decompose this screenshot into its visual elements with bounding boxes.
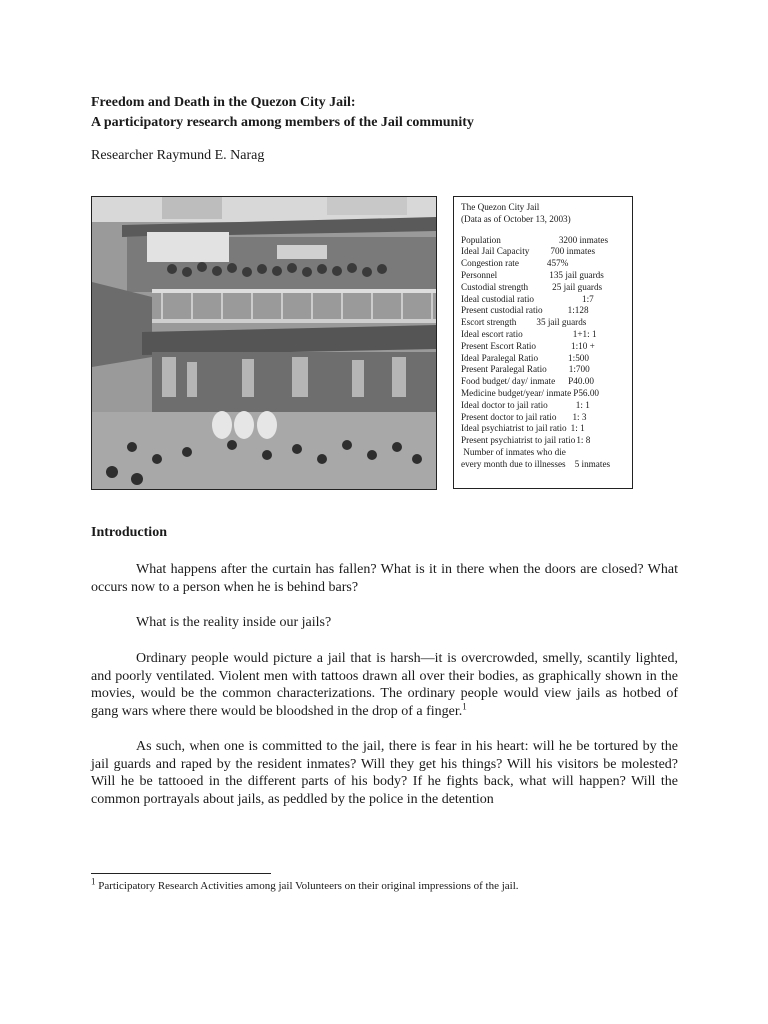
stat-label: Present doctor to jail ratio <box>461 411 557 422</box>
stat-row <box>461 364 625 376</box>
stat-label: Present Paralegal Ratio <box>461 364 547 375</box>
stat-row <box>461 294 625 306</box>
stat-row <box>461 435 625 447</box>
stat-row <box>461 423 625 435</box>
paragraph-3-body <box>91 650 678 720</box>
stat-value: 1:700 <box>568 364 590 375</box>
stat-row <box>461 317 625 329</box>
stat-label: Personnel <box>461 269 498 280</box>
paragraph-1 <box>91 561 678 596</box>
jail-statistics-box <box>453 196 633 489</box>
stat-row <box>461 270 625 282</box>
stat-value: 1: 3 <box>572 411 587 422</box>
stat-row <box>461 258 625 270</box>
stat-row <box>461 282 625 294</box>
stat-row <box>461 341 625 353</box>
stat-value: 1:500 <box>568 352 589 363</box>
stat-label: every month due to illnesses <box>461 458 566 469</box>
footnote-text: Participatory Research Activities among jail Volunteers on their original impressions of the jail. <box>95 880 519 892</box>
stat-row <box>461 329 625 341</box>
paragraph-2-text: What is the reality inside our jails? <box>136 615 332 630</box>
stat-label: Ideal psychiatrist to jail ratio <box>461 423 567 434</box>
paragraph-2 <box>91 614 678 632</box>
stat-label: Present Escort Ratio <box>461 340 537 351</box>
stat-label: Congestion rate <box>461 258 519 269</box>
stat-label: Custodial strength <box>461 281 529 292</box>
stat-value: 1:128 <box>567 305 589 316</box>
databox-subtitle: (Data as of October 13, 2003) <box>461 213 571 224</box>
databox-last-line-1: Number of inmates who die <box>461 446 566 457</box>
section-heading: Introduction <box>91 525 167 540</box>
databox-last-line-2 <box>461 459 625 471</box>
stat-row <box>461 246 625 258</box>
databox-rows <box>461 235 625 447</box>
stat-row <box>461 412 625 424</box>
author-line: Researcher Raymund E. Narag <box>91 148 265 163</box>
stat-label: Population <box>461 234 501 245</box>
stat-label: Escort strength <box>461 317 517 328</box>
stat-label: Ideal custodial ratio <box>461 293 534 304</box>
stat-value: 1:10 + <box>571 340 595 351</box>
stat-row <box>461 388 625 400</box>
stat-row <box>461 305 625 317</box>
stat-value: P40.00 <box>568 376 594 387</box>
footnote-divider <box>91 873 271 874</box>
paragraph-4 <box>91 738 678 808</box>
stat-label: Ideal Jail Capacity <box>461 246 530 257</box>
paragraph-3-text: Ordinary people would picture a jail that is harsh—it is overcrowded, smelly, scantily lighted, and poorly ventilated. Violent men with tattoos drawn all over their bodies, as graphically shown in the movies, would be the common characterizations. The ordinary people would view jails as hotbed of gang wars where there would be bloodshed in the drop of a finger. <box>91 651 678 719</box>
stat-value: 3200 inmates <box>558 234 609 245</box>
title-line-1: Freedom and Death in the Quezon City Jail: <box>91 95 356 110</box>
stat-value: 1: 8 <box>576 435 591 446</box>
stat-value: 135 jail guards <box>549 269 604 280</box>
stat-label: Ideal escort ratio <box>461 328 523 339</box>
stat-label: Ideal Paralegal Ratio <box>461 352 539 363</box>
databox-title: The Quezon City Jail <box>461 202 540 212</box>
stat-label: Ideal doctor to jail ratio <box>461 399 548 410</box>
stat-row <box>461 353 625 365</box>
title-line-2: A participatory research among members of the Jail community <box>91 115 474 130</box>
stat-value: 25 jail guards <box>552 281 603 292</box>
stat-value: 1: 1 <box>575 399 590 410</box>
document-title <box>91 93 474 133</box>
jail-photo <box>91 196 437 490</box>
stat-label: Food budget/ day/ inmate <box>461 376 556 387</box>
stat-value: 5 inmates <box>574 458 611 469</box>
paragraph-3 <box>91 650 678 720</box>
stat-row <box>461 235 625 247</box>
paragraph-1-text: What happens after the curtain has fallen? What is it in there when the doors are closed? What occurs now to a person when he is behind bars? <box>91 562 678 595</box>
databox-header <box>461 202 625 226</box>
stat-row <box>461 376 625 388</box>
stat-label: Medicine budget/year/ inmate <box>461 387 572 398</box>
paragraph-4-text: As such, when one is committed to the jail, there is fear in his heart: will he be tortured by the jail guards and raped by the resident inmates? Will they get his things? Will his visitors be molested? Will he be tattooed in the different parts of his body? If he fights back, what will happen? Will the common portrayals about jails, as peddled by the police in the detention <box>91 739 678 807</box>
stat-value: 35 jail guards <box>536 317 587 328</box>
stat-row <box>461 400 625 412</box>
footnote <box>91 876 519 892</box>
footnote-number: 1 <box>91 876 96 887</box>
stat-value: 1+1: 1 <box>572 328 597 339</box>
stat-value: 700 inmates <box>550 246 596 257</box>
stat-value: 1:7 <box>581 293 594 304</box>
footnote-ref[interactable]: 1 <box>462 700 467 711</box>
stat-value: 457% <box>546 258 569 269</box>
stat-value: P56.00 <box>573 387 600 398</box>
stat-label: Present custodial ratio <box>461 305 543 316</box>
stat-value: 1: 1 <box>570 423 585 434</box>
stat-label: Present psychiatrist to jail ratio <box>461 435 576 446</box>
